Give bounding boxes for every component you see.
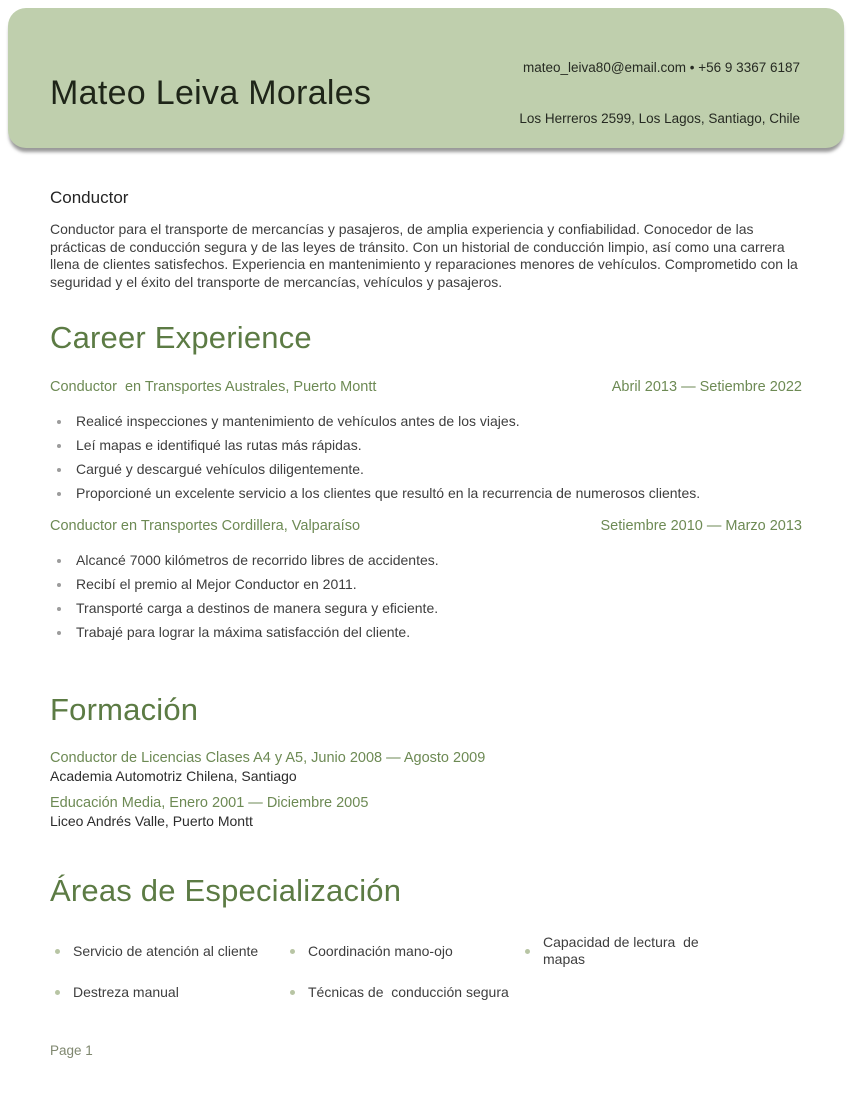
- education-school: Academia Automotriz Chilena, Santiago: [50, 768, 297, 784]
- skills-heading: Áreas de Especialización: [50, 873, 402, 908]
- bullet-dot-icon: [525, 949, 530, 954]
- bullet-text: Alcancé 7000 kilómetros de recorrido libres de accidentes.: [76, 552, 439, 568]
- bullet-item: [50, 485, 802, 502]
- contact-address: Los Herreros 2599, Los Lagos, Santiago, Chile: [519, 111, 800, 126]
- bullet-item: [50, 600, 802, 617]
- bullet-item: [50, 576, 802, 593]
- education-heading: Formación: [50, 692, 199, 727]
- bullet-item: [50, 413, 802, 430]
- bullet-dot-icon: [57, 583, 61, 587]
- bullet-item: [50, 461, 802, 478]
- education-entry: [50, 749, 802, 785]
- candidate-name: Mateo Leiva Morales: [50, 73, 372, 112]
- bullet-dot-icon: [290, 949, 295, 954]
- job-header: [50, 518, 802, 534]
- contact-block: [519, 25, 800, 161]
- education-title: Conductor de Licencias Clases A4 y A5, Junio 2008 — Agosto 2009: [50, 750, 486, 766]
- bullet-dot-icon: [57, 468, 61, 472]
- bullet-dot-icon: [55, 990, 60, 995]
- bullet-text: Cargué y descargué vehículos diligentemente.: [76, 461, 364, 477]
- bullet-item: [50, 552, 802, 569]
- bullet-dot-icon: [57, 631, 61, 635]
- education-entry: [50, 794, 802, 830]
- career-experience-heading: Career Experience: [50, 320, 312, 355]
- bullet-text: Trabajé para lograr la máxima satisfacción del cliente.: [76, 624, 411, 640]
- job-dates: Setiembre 2010 — Marzo 2013: [600, 518, 802, 534]
- summary-title: Conductor: [50, 188, 129, 207]
- skill-item: [50, 984, 285, 1001]
- skill-text: Capacidad de lectura de mapas: [543, 934, 703, 967]
- job-header: [50, 379, 802, 395]
- skill-text: Destreza manual: [73, 984, 179, 1000]
- bullet-text: Proporcioné un excelente servicio a los clientes que resultó en la recurrencia de numerosos clientes.: [76, 485, 701, 501]
- bullet-dot-icon: [55, 949, 60, 954]
- bullet-dot-icon: [57, 444, 61, 448]
- job-bullet-list: [50, 413, 802, 502]
- education-title: Educación Media, Enero 2001 — Diciembre 2005: [50, 795, 369, 811]
- skill-item: [520, 934, 802, 968]
- job-bullet-list: [50, 552, 802, 641]
- skill-item: [285, 943, 520, 960]
- summary-text: Conductor para el transporte de mercancías y pasajeros, de amplia experiencia y confiabilidad. Conocedor de las prácticas de conducción segura y de las leyes de tránsito. Con un historial de conducción limpio, así como una carrera llena de clientes satisfechos. Experiencia en mantenimiento y reparaciones menores de vehículos. Comprometido con la seguridad y el éxito del transporte de mercancías, vehículos y pasajeros.: [50, 221, 802, 290]
- bullet-item: [50, 437, 802, 454]
- skills-list: [50, 934, 802, 1001]
- resume-body: [0, 188, 852, 1001]
- bullet-text: Transporté carga a destinos de manera segura y eficiente.: [76, 600, 439, 616]
- skill-item: [285, 984, 520, 1001]
- bullet-dot-icon: [290, 990, 295, 995]
- bullet-item: [50, 624, 802, 641]
- job-title: Conductor en Transportes Cordillera, Valparaíso: [50, 518, 361, 534]
- bullet-dot-icon: [57, 559, 61, 563]
- bullet-dot-icon: [57, 492, 61, 496]
- bullet-text: Leí mapas e identifiqué las rutas más rápidas.: [76, 437, 362, 453]
- bullet-text: Recibí el premio al Mejor Conductor en 2011.: [76, 576, 357, 592]
- resume-header: [8, 8, 844, 148]
- bullet-dot-icon: [57, 607, 61, 611]
- skill-item: [50, 943, 285, 960]
- skill-text: Técnicas de conducción segura: [308, 984, 509, 1000]
- job-dates: Abril 2013 — Setiembre 2022: [611, 379, 802, 395]
- job-title: Conductor en Transportes Australes, Puerto Montt: [50, 379, 377, 395]
- page-number: Page 1: [50, 1043, 93, 1058]
- contact-email-phone: mateo_leiva80@email.com • +56 9 3367 6187: [523, 60, 800, 75]
- education-school: Liceo Andrés Valle, Puerto Montt: [50, 813, 253, 829]
- skill-text: Servicio de atención al cliente: [73, 942, 259, 959]
- bullet-dot-icon: [57, 420, 61, 424]
- skill-text: Coordinación mano-ojo: [308, 942, 453, 959]
- bullet-text: Realicé inspecciones y mantenimiento de vehículos antes de los viajes.: [76, 413, 520, 429]
